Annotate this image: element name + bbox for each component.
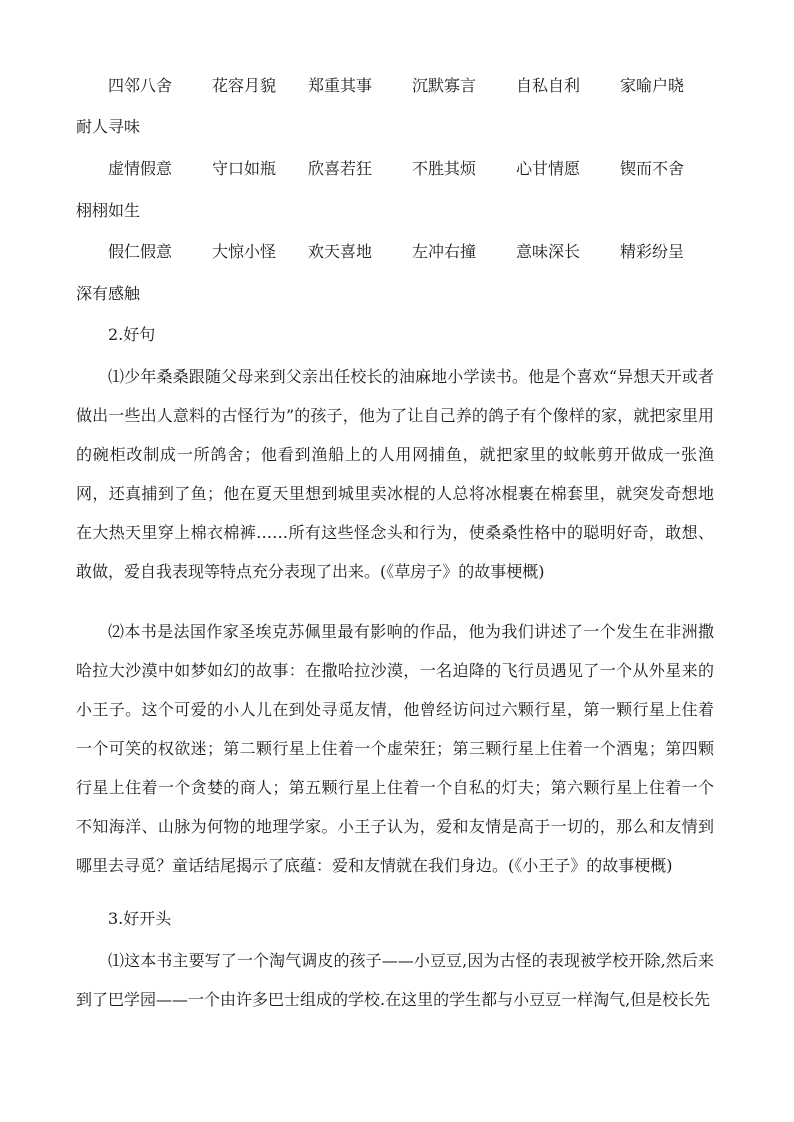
vocab-word: 四邻八舍 [108,76,173,95]
section-heading-good-openings: 3.好开头 [108,909,172,928]
vocab-word: 家喻户晓 [620,76,685,95]
vocab-word: 不胜其烦 [412,159,477,178]
vocab-word: 自私自利 [516,76,581,95]
vocab-word: 心甘情愿 [516,159,581,178]
vocab-word: 郑重其事 [308,76,373,95]
vocab-word: 左冲右撞 [412,242,477,261]
vocab-word: 沉默寡言 [412,76,477,95]
vocab-word-wrapped: 栩栩如生 [76,201,141,220]
paragraph-xiaowangzi: ⑵本书是法国作家圣埃克苏佩里最有影响的作品，他为我们讲述了一个发生在非洲撒哈拉大沙漠中如梦如幻的故事：在撒哈拉沙漠，一名迫降的飞行员遇见了一个从外星来的小王子。这个可爱的小人儿在到处寻觅友情，他曾经访问过六颗行星，第一颗行星上住着一个可笑的权欲迷；第二颗行星上住着一个虚荣狂；第三颗行星上住着一个酒鬼；第四颗行星上住着一个贪婪的商人；第五颗行星上住着一个自私的灯夫；第六颗行星上住着一个不知海洋、山脉为何物的地理学家。小王子认为，爱和友情是高于一切的，那么和友情到哪里去寻觅？童话结尾揭示了底蕴：爱和友情就在我们身边。(《小王子》的故事梗概) [76,622,714,875]
paragraph-opening-1: ⑴这本书主要写了一个淘气调皮的孩子——小豆豆,因为古怪的表现被学校开除,然后来到了巴学园——一个由许多巴士组成的学校.在这里的学生都与小豆豆一样淘气,但是校长先 [76,951,714,1009]
vocab-row-3 [108,240,728,264]
vocab-word: 守口如瓶 [212,159,277,178]
vocab-row-1 [108,74,728,98]
paragraph-caofangzi: ⑴少年桑桑跟随父母来到父亲出任校长的油麻地小学读书。他是个喜欢“异想天开或者做出一些出人意料的古怪行为”的孩子，他为了让自己养的鸽子有个像样的家，就把家里用的碗柜改制成一所鸽舍；他看到渔船上的人用网捕鱼，就把家里的蚊帐剪开做成一张渔网，还真捕到了鱼；他在夏天里想到城里卖冰棍的人总将冰棍裹在棉套里，就突发奇想地在大热天里穿上棉衣棉裤……所有这些怪念头和行为，使桑桑性格中的聪明好奇，敢想、敢做，爱自我表现等特点充分表现了出来。(《草房子》的故事梗概) [76,367,714,581]
vocab-word: 精彩纷呈 [620,242,685,261]
vocab-word: 锲而不舍 [620,159,685,178]
vocab-word-wrapped: 耐人寻味 [76,117,141,136]
vocab-word-wrapped: 深有感触 [76,284,141,303]
vocab-word: 虚情假意 [108,159,173,178]
vocab-word: 花容月貌 [212,76,277,95]
vocab-row-2 [108,157,728,181]
vocab-word: 意味深长 [516,242,581,261]
vocab-word: 大惊小怪 [212,242,277,261]
vocab-word: 欣喜若狂 [308,159,373,178]
vocab-word: 假仁假意 [108,242,173,261]
section-heading-good-sentences: 2.好句 [108,325,156,344]
vocab-word: 欢天喜地 [308,242,373,261]
